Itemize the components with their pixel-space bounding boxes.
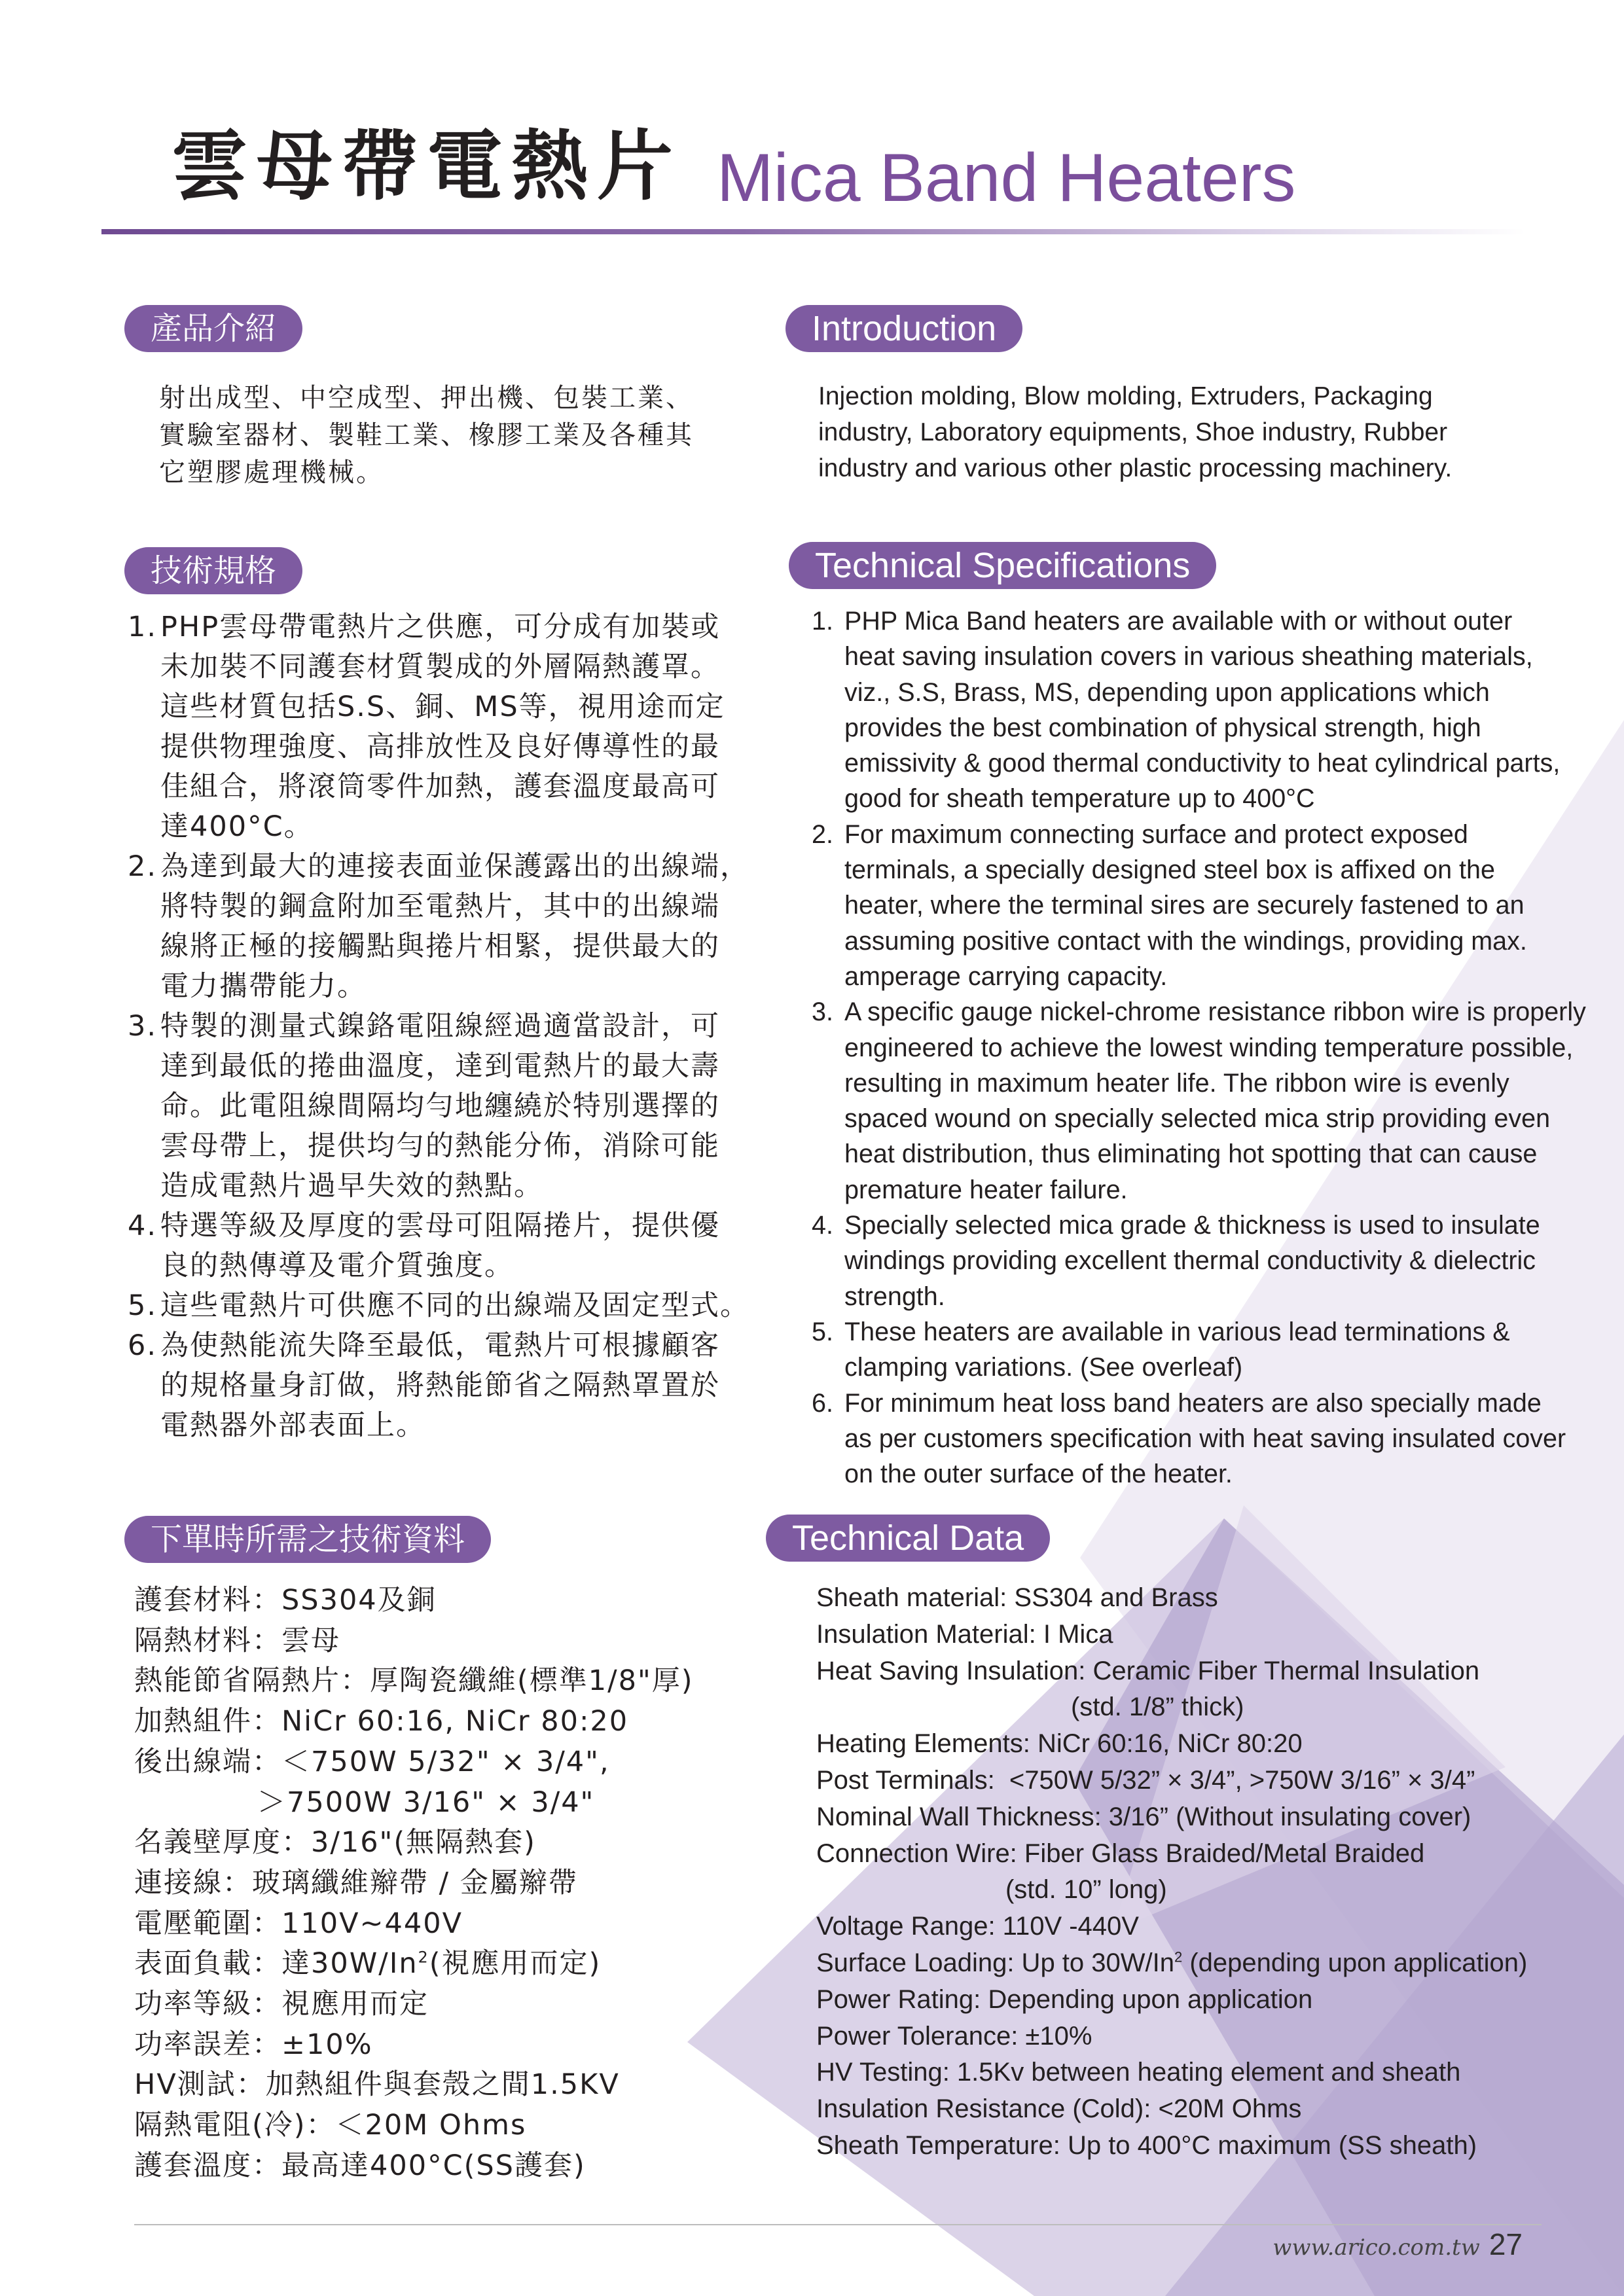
- spec-line: 電壓範圍：110V~440V: [134, 1907, 463, 1940]
- techdata-heading-en: Technical Data: [766, 1515, 1050, 1562]
- spec-line: Heating Elements: NiCr 60:16, NiCr 80:20: [816, 1729, 1303, 1759]
- list-item: 5. These heaters are available in various lead terminations & clamping variations. (See overleaf): [812, 1317, 1510, 1382]
- spec-line: Heat Saving Insulation: Ceramic Fiber Thermal Insulation: [816, 1656, 1480, 1685]
- list-item: 1. PHP雲母帶電熱片之供應，可分成有加裝或 未加裝不同護套材質製成的外層隔熱護罩。 這些材質包括S.S、銅、MS等，視用途而定 提供物理強度、高排放性及良好傳導性的最 佳組合，將滾筒零件加熱，護套溫度最高可 達400°C。: [128, 611, 725, 843]
- footer-divider: [134, 2224, 1542, 2225]
- specs-list-zh: [128, 607, 802, 1446]
- specs-heading-en: Technical Specifications: [789, 542, 1216, 589]
- list-item: 2. For maximum connecting surface and protect exposed terminals, a specially designed steel box is affixed on the heater, where the terminal sires are securely fastened to an assuming positive contact with the windings, providing max. amperage carrying capacity.: [812, 819, 1527, 991]
- spec-line: 護套材料：SS304及銅: [134, 1584, 437, 1617]
- spec-line: (std. 10” long): [816, 1875, 1167, 1905]
- spec-line: ＞7500W 3/16" × 3/4": [134, 1785, 595, 1819]
- techdata-en: [816, 1580, 1527, 2164]
- footer-url[interactable]: www.arico.com.tw: [1272, 2234, 1480, 2261]
- spec-line: Connection Wire: Fiber Glass Braided/Metal Braided: [816, 1839, 1425, 1868]
- spec-line: Power Rating: Depending upon application: [816, 1984, 1313, 2014]
- spec-line: 功率等級：視應用而定: [134, 1988, 429, 2021]
- list-item: 5. 這些電熱片可供應不同的出線端及固定型式。: [128, 1289, 749, 1322]
- list-item: 6. For minimum heat loss band heaters are also specially made as per customers specification with heat saving insulated cover on the outer surface of the heater.: [812, 1388, 1566, 1489]
- spec-line: Nominal Wall Thickness: 3/16” (Without insulating cover): [816, 1802, 1471, 1831]
- spec-line: 護套溫度：最高達400°C(SS護套): [134, 2149, 586, 2182]
- spec-line: 熱能節省隔熱片：厚陶瓷纖維(標準1/8"厚): [134, 1664, 694, 1698]
- footer: [1272, 2227, 1523, 2262]
- page-title-en: Mica Band Heaters: [717, 140, 1296, 216]
- spec-line: Sheath Temperature: Up to 400°C maximum (SS sheath): [816, 2130, 1477, 2160]
- page-number: 27: [1489, 2227, 1523, 2261]
- list-item: 4. 特選等級及厚度的雲母可阻隔捲片，提供優 良的熱傳導及電介質強度。: [128, 1210, 720, 1282]
- intro-heading-en: Introduction: [785, 305, 1022, 352]
- spec-line: 連接線：玻璃纖維辮帶 / 金屬辮帶: [134, 1866, 578, 1899]
- spec-line: Post Terminals: <750W 5/32” × 3/4”, >750W 3/16” × 3/4”: [816, 1765, 1475, 1795]
- page-title-zh: 雲母帶電熱片: [171, 122, 682, 211]
- list-item: 3. A specific gauge nickel-chrome resistance ribbon wire is properly engineered to achieve the lowest winding temperature possible, resulting in maximum heater life. The ribbon wire is evenly spaced wound on specially selected mica strip providing even heat distribution, thus eliminating hot spotting that can cause premature heater failure.: [812, 997, 1586, 1204]
- spec-line: 表面負載：達30W/In$^2$(視應用而定): [134, 1947, 602, 1981]
- spec-line: HV Testing: 1.5Kv between heating element and sheath: [816, 2058, 1461, 2087]
- spec-line: Power Tolerance: ±10%: [816, 2021, 1092, 2051]
- spec-line: 加熱組件：NiCr 60:16, NiCr 80:20: [134, 1705, 629, 1738]
- spec-line: Sheath material: SS304 and Brass: [816, 1583, 1218, 1612]
- intro-body-zh: 射出成型、中空成型、押出機、包裝工業、 實驗室器材、製鞋工業、橡膠工業及各種其 它塑膠處理機械。: [159, 383, 694, 488]
- specs-heading-zh: 技術規格: [124, 547, 302, 594]
- list-item: 3. 特製的測量式鎳鉻電阻線經過適當設計，可 達到最低的捲曲溫度，達到電熱片的最大壽 命。此電阻線間隔均勻地纏繞於特別選擇的 雲母帶上，提供均勻的熱能分佈，消除可能 造成電熱片過早失效的熱點。: [128, 1010, 720, 1202]
- spec-line: 名義壁厚度：3/16"(無隔熱套): [134, 1826, 536, 1859]
- title-underline: [101, 229, 1525, 234]
- spec-line: (std. 1/8” thick): [816, 1693, 1244, 1722]
- techdata-heading-zh: 下單時所需之技術資料: [124, 1516, 491, 1563]
- specs-list-en: [812, 603, 1604, 1492]
- spec-line: 隔熱材料：雲母: [134, 1624, 340, 1657]
- spec-line: Surface Loading: Up to 30W/In$^2$ (depending upon application): [816, 1948, 1528, 1977]
- spec-line: 功率誤差：±10%: [134, 2028, 373, 2061]
- list-item: 1. PHP Mica Band heaters are available with or without outer heat saving insulation covers in various sheathing materials, viz., S.S, Brass, MS, depending upon applications which provides the best combination of physical strength, high emissivity & good thermal conductivity to heat cylindrical parts, good for sheath temperature up to 400°C: [812, 607, 1561, 814]
- techdata-zh: [134, 1581, 694, 2187]
- spec-line: Voltage Range: 110V -440V: [816, 1912, 1139, 1941]
- list-item: 4. Specially selected mica grade & thickness is used to insulate windings providing excellent thermal conductivity & dielectric strength.: [812, 1211, 1540, 1311]
- spec-line: 隔熱電阻(冷)：＜20M Ohms: [134, 2109, 527, 2142]
- list-item: 2. 為達到最大的連接表面並保護露出的出線端， 將特製的鋼盒附加至電熱片，其中的出線端 線將正極的接觸點與捲片相緊，提供最大的 電力攜帶能力。: [128, 850, 749, 1003]
- spec-line: Insulation Material: I Mica: [816, 1619, 1113, 1649]
- intro-heading-zh: 產品介紹: [124, 305, 302, 352]
- spec-line: 後出線端：＜750W 5/32" × 3/4",: [134, 1745, 610, 1778]
- intro-body-en: Injection molding, Blow molding, Extruders, Packaging industry, Laboratory equipments, Shoe industry, Rubber industry and various other plastic processing machinery.: [818, 382, 1453, 482]
- spec-line: Insulation Resistance (Cold): <20M Ohms: [816, 2094, 1302, 2124]
- spec-line: HV測試：加熱組件與套殼之間1.5KV: [134, 2068, 620, 2102]
- list-item: 6. 為使熱能流失降至最低，電熱片可根據顧客 的規格量身訂做，將熱能節省之隔熱罩置於 電熱器外部表面上。: [128, 1329, 720, 1442]
